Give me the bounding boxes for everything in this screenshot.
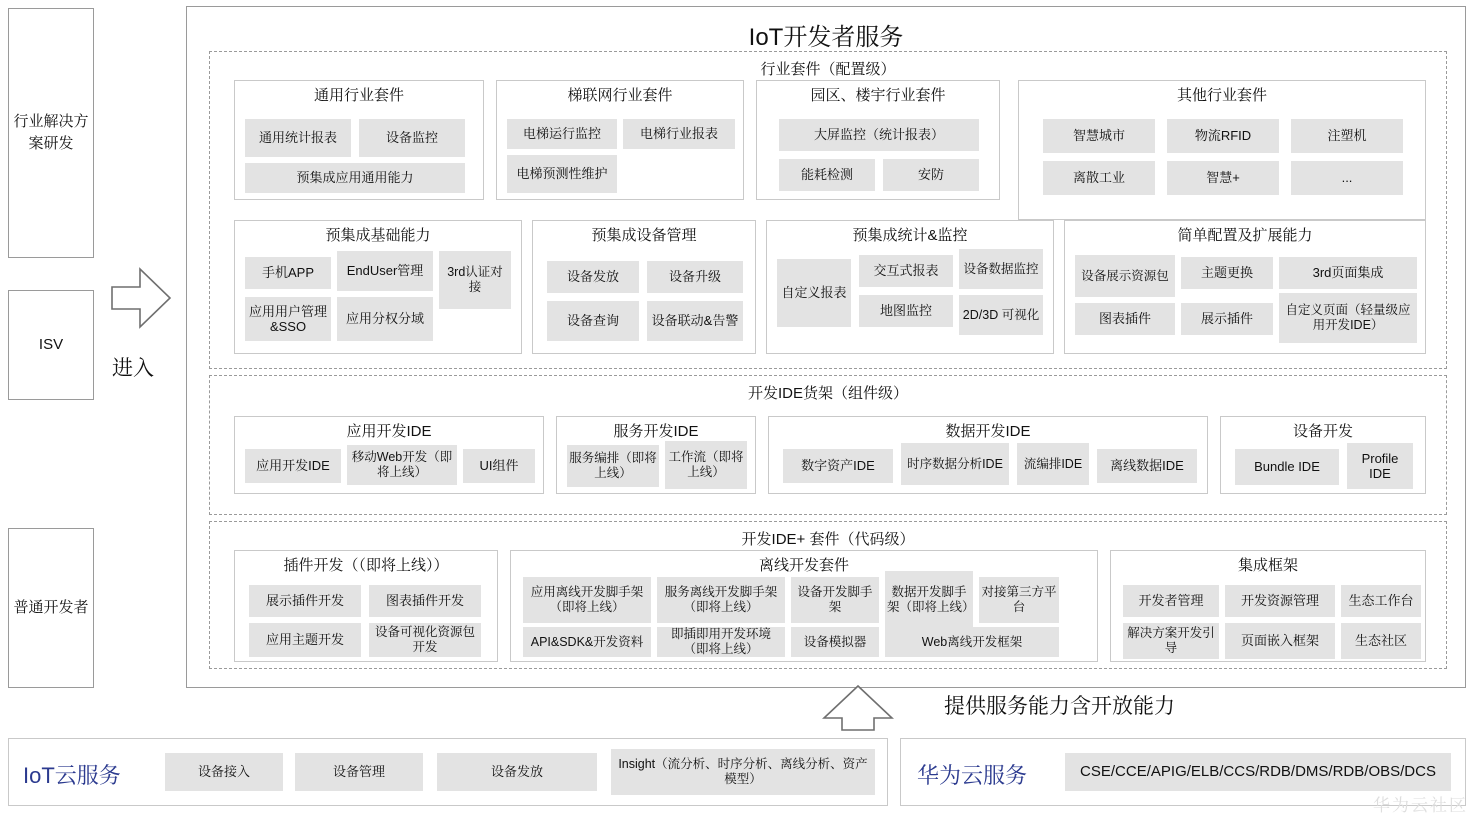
card-preintegrated-basic-capability: [234, 220, 522, 354]
section-title: 行业套件（配置级）: [760, 61, 896, 78]
chip-chart-plugin-dev[interactable]: 图表插件开发: [369, 585, 481, 617]
card-other-industry-suite: [1018, 80, 1426, 220]
chip-smart-plus[interactable]: 智慧+: [1167, 161, 1279, 195]
role-label: ISV: [38, 335, 64, 353]
chip-2d-3d-visualization[interactable]: 2D/3D 可视化: [959, 295, 1043, 335]
chip-ui-component[interactable]: UI组件: [463, 449, 535, 483]
chip-insight-analytics[interactable]: Insight（流分析、时序分析、离线分析、资产模型）: [611, 749, 875, 795]
card-title: 园区、楼宇行业套件: [810, 87, 946, 104]
chip-third-party-platform-integration[interactable]: 对接第三方平台: [979, 577, 1059, 623]
card-title: 离线开发套件: [758, 557, 849, 574]
huawei-cloud-service-title: 华为云服务: [917, 763, 1028, 788]
chip-data-dev-scaffold[interactable]: 数据开发脚手架（即将上线）: [885, 571, 973, 629]
chip-3rd-page-integration[interactable]: 3rd页面集成: [1279, 257, 1417, 289]
chip-device-access[interactable]: 设备接入: [165, 753, 283, 791]
card-title: 预集成统计&监控: [852, 227, 968, 244]
card-title: 其他行业套件: [1176, 87, 1267, 104]
chip-stream-orchestration-ide[interactable]: 流编排IDE: [1017, 443, 1089, 485]
section-title: 开发IDE+ 套件（代码级）: [741, 531, 915, 548]
chip-map-monitor[interactable]: 地图监控: [859, 295, 953, 327]
chip-logistics-rfid[interactable]: 物流RFID: [1167, 119, 1279, 153]
chip-api-sdk-dev-materials[interactable]: API&SDK&开发资料: [523, 627, 651, 657]
card-title: 预集成设备管理: [591, 227, 697, 244]
chip-chart-plugin[interactable]: 图表插件: [1075, 303, 1175, 335]
card-title: 设备开发: [1292, 423, 1353, 440]
chip-energy-detection[interactable]: 能耗检测: [779, 159, 875, 191]
section-dev-ide-shelf: [209, 375, 1447, 515]
chip-ecosystem-workbench[interactable]: 生态工作台: [1341, 585, 1421, 617]
chip-device-display-resource-pack[interactable]: 设备展示资源包: [1075, 255, 1175, 297]
chip-device-dev-scaffold[interactable]: 设备开发脚手架: [791, 577, 879, 623]
role-box-industry-solution: [8, 8, 94, 258]
chip-device-data-monitor[interactable]: 设备数据监控: [959, 249, 1043, 289]
chip-service-orchestration[interactable]: 服务编排（即将上线）: [567, 445, 659, 487]
card-title: 插件开发（（即将上线））: [283, 557, 449, 574]
role-box-isv: [8, 290, 94, 400]
card-title: 预集成基础能力: [325, 227, 431, 244]
chip-device-linkage-alarm[interactable]: 设备联动&告警: [647, 301, 743, 341]
chip-web-offline-dev-framework[interactable]: Web离线开发框架: [885, 627, 1059, 657]
role-label: 行业解决方案研发: [13, 112, 89, 152]
chip-profile-ide[interactable]: Profile IDE: [1347, 443, 1413, 489]
card-offline-dev-suite: [510, 550, 1098, 662]
chip-bundle-ide[interactable]: Bundle IDE: [1235, 449, 1339, 485]
chip-elevator-running-monitor[interactable]: 电梯运行监控: [507, 119, 617, 149]
chip-preintegrated-general-capability[interactable]: 预集成应用通用能力: [245, 163, 465, 193]
chip-app-theme-dev[interactable]: 应用主题开发: [249, 623, 361, 657]
provide-capability-label: 提供服务能力含开放能力: [944, 695, 1175, 718]
card-title: 简单配置及扩展能力: [1177, 227, 1313, 244]
card-title: 数据开发IDE: [945, 423, 1031, 440]
section-title: 开发IDE货架（组件级）: [747, 385, 908, 402]
chip-solution-dev-guide[interactable]: 解决方案开发引导: [1123, 623, 1219, 659]
provide-arrow-icon: [822, 684, 894, 732]
chip-offline-data-ide[interactable]: 离线数据IDE: [1097, 449, 1197, 483]
chip-time-series-analysis-ide[interactable]: 时序数据分析IDE: [901, 443, 1009, 485]
chip-plug-and-play-dev-env[interactable]: 即插即用开发环境（即将上线）: [657, 627, 785, 657]
iot-cloud-service-bar: [8, 738, 888, 806]
page-title: IoT开发者服务: [748, 24, 904, 51]
card-app-dev-ide: [234, 416, 544, 494]
chip-digital-asset-ide[interactable]: 数字资产IDE: [783, 449, 893, 483]
chip-mobile-web-dev[interactable]: 移动Web开发（即将上线）: [347, 445, 457, 485]
chip-security-protection[interactable]: 安防: [883, 159, 979, 191]
chip-app-permission-domain[interactable]: 应用分权分域: [337, 297, 433, 341]
iot-cloud-service-title: IoT云服务: [23, 763, 121, 788]
chip-custom-report[interactable]: 自定义报表: [777, 259, 851, 327]
card-title: 应用开发IDE: [346, 423, 432, 440]
chip-mobile-app[interactable]: 手机APP: [245, 257, 331, 289]
watermark: 华为云社区: [1373, 796, 1468, 815]
chip-workflow[interactable]: 工作流（即将上线）: [665, 441, 747, 489]
chip-elevator-predictive-maintenance[interactable]: 电梯预测性维护: [507, 155, 617, 193]
chip-custom-page-lightweight-ide[interactable]: 自定义页面（轻量级应用开发IDE）: [1279, 293, 1417, 343]
chip-theme-change[interactable]: 主题更换: [1181, 257, 1273, 289]
card-preintegrated-device-management: [532, 220, 756, 354]
card-preintegrated-stat-monitor: [766, 220, 1054, 354]
enter-label: 进入: [112, 357, 154, 380]
card-general-industry-suite: [234, 80, 484, 200]
chip-3rd-auth-integration[interactable]: 3rd认证对接: [439, 251, 511, 309]
card-title: 梯联网行业套件: [567, 87, 673, 104]
section-industry-suite: [209, 51, 1447, 369]
card-data-dev-ide: [768, 416, 1208, 494]
chip-ecosystem-community[interactable]: 生态社区: [1341, 623, 1421, 659]
card-title: 通用行业套件: [313, 87, 404, 104]
chip-device-simulator[interactable]: 设备模拟器: [791, 627, 879, 657]
card-elevator-industry-suite: [496, 80, 744, 200]
role-box-common-developer: [8, 528, 94, 688]
card-service-dev-ide: [556, 416, 756, 494]
enter-arrow-icon: [110, 265, 172, 331]
card-title: 集成框架: [1237, 557, 1298, 574]
chip-interactive-report[interactable]: 交互式报表: [859, 255, 953, 287]
left-role-column: [8, 8, 94, 688]
chip-device-upgrade[interactable]: 设备升级: [647, 261, 743, 293]
card-park-building-industry-suite: [756, 80, 1000, 200]
role-label: 普通开发者: [13, 598, 89, 616]
card-title: 服务开发IDE: [613, 423, 699, 440]
chip-developer-management[interactable]: 开发者管理: [1123, 585, 1219, 617]
chip-display-plugin-dev[interactable]: 展示插件开发: [249, 585, 361, 617]
chip-discrete-industry[interactable]: 离散工业: [1043, 161, 1155, 195]
iot-developer-service-panel: [186, 6, 1466, 688]
chip-smart-city[interactable]: 智慧城市: [1043, 119, 1155, 153]
chip-device-distribution[interactable]: 设备发放: [437, 753, 597, 791]
chip-injection-molding-machine[interactable]: 注塑机: [1291, 119, 1403, 153]
chip-device-management[interactable]: 设备管理: [295, 753, 423, 791]
chip-app-user-management-sso[interactable]: 应用用户管理&SSO: [245, 297, 331, 341]
chip-service-offline-scaffold[interactable]: 服务离线开发脚手架（即将上线）: [657, 577, 785, 623]
chip-elevator-industry-report[interactable]: 电梯行业报表: [623, 119, 735, 149]
chip-page-embed-framework[interactable]: 页面嵌入框架: [1225, 623, 1335, 659]
card-integration-framework: [1110, 550, 1426, 662]
chip-display-plugin[interactable]: 展示插件: [1181, 303, 1273, 335]
section-dev-ide-plus-suite: [209, 521, 1447, 669]
chip-device-visual-resource-pack-dev[interactable]: 设备可视化资源包开发: [369, 623, 481, 657]
chip-device-distribution[interactable]: 设备发放: [547, 261, 639, 293]
chip-app-offline-scaffold[interactable]: 应用离线开发脚手架（即将上线）: [523, 577, 651, 623]
chip-enduser-management[interactable]: EndUser管理: [337, 251, 433, 291]
chip-device-monitor[interactable]: 设备监控: [359, 119, 465, 157]
chip-large-screen-monitor[interactable]: 大屏监控（统计报表）: [779, 119, 979, 151]
chip-cloud-service-list[interactable]: CSE/CCE/APIG/ELB/CCS/RDB/DMS/RDB/OBS/DCS: [1065, 753, 1451, 791]
chip-general-stat-report[interactable]: 通用统计报表: [245, 119, 351, 157]
card-simple-config-extension: [1064, 220, 1426, 354]
card-plugin-dev: [234, 550, 498, 662]
chip-device-query[interactable]: 设备查询: [547, 301, 639, 341]
chip-dev-resource-management[interactable]: 开发资源管理: [1225, 585, 1335, 617]
chip-more[interactable]: ...: [1291, 161, 1403, 195]
chip-app-dev-ide[interactable]: 应用开发IDE: [245, 449, 341, 483]
card-device-dev: [1220, 416, 1426, 494]
